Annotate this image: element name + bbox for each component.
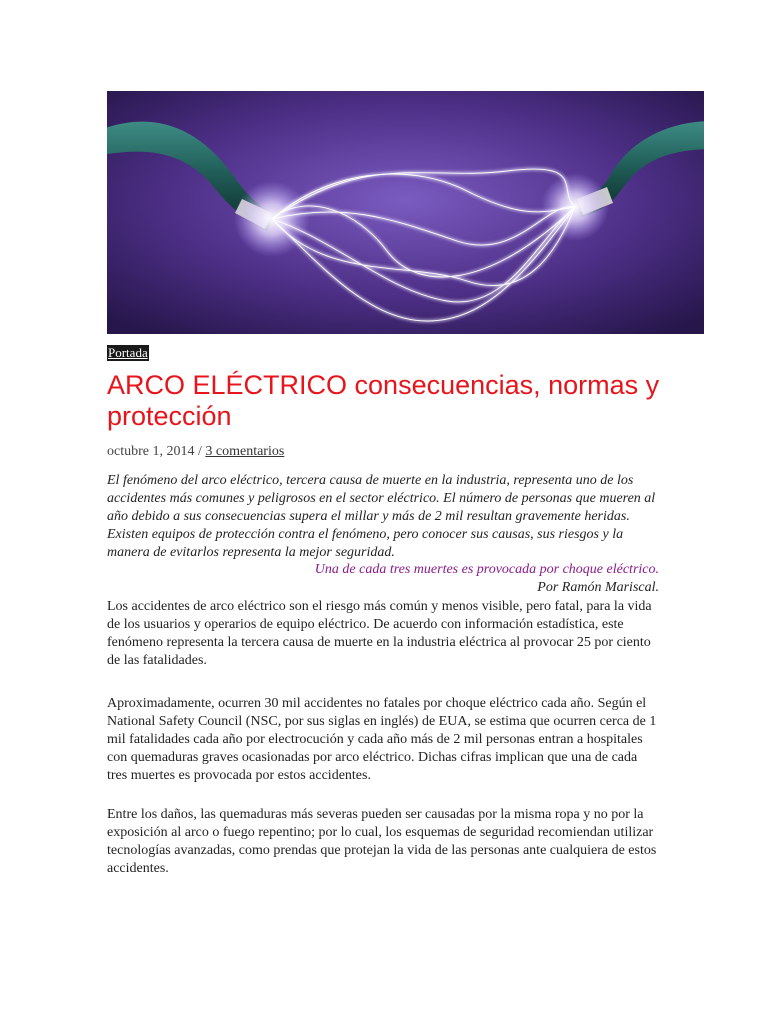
article-paragraph: Los accidentes de arco eléctrico son el riesgo más común y menos visible, pero fatal, para la vida de los usuarios y operarios de equipo eléctrico. De acuerdo con información estadística, este fenómeno representa la tercera causa de muerte en la industria eléctrica al provocar 25 por ciento de las fatalidades.: [107, 599, 652, 668]
comments-link[interactable]: 3 comentarios: [205, 444, 285, 459]
hero-image: [107, 91, 704, 334]
article-paragraph: Entre los daños, las quemaduras más severas pueden ser causadas por la misma ropa y no por la exposición al arco o fuego repentino; por lo cual, los esquemas de seguridad recomiendan utilizar tecnologías avanzadas, como prendas que protejan la vida de las personas ante cualquiera de estos accidentes.: [107, 807, 657, 876]
category-link[interactable]: Portada: [108, 345, 148, 360]
article-title: ARCO ELÉCTRICO consecuencias, normas y protección: [107, 370, 660, 431]
author-byline: Por Ramón Mariscal.: [537, 580, 659, 595]
post-date: octubre 1, 2014: [107, 444, 195, 459]
post-meta: [107, 443, 284, 461]
electric-arc-image: [107, 91, 704, 334]
article-intro: El fenómeno del arco eléctrico, tercera causa de muerte en la industria, representa uno de los accidentes más comunes y peligrosos en el sector eléctrico. El número de personas que mueren al año debido a sus consecuencias supera el millar y más de 2 mil resultan gravemente heridas. Existen equipos de protección contra el fenómeno, pero conocer sus causas, sus riesgos y la manera de evitarlos representa la mejor seguridad.: [107, 473, 656, 560]
highlight-quote: Una de cada tres muertes es provocada por choque eléctrico.: [314, 562, 659, 577]
article-paragraph: Aproximadamente, ocurren 30 mil accidentes no fatales por choque eléctrico cada año. Según el National Safety Council (NSC, por sus siglas en inglés) de EUA, se estima que ocurren cerca de 1 mil fatalidades cada año por electrocución y cada año más de 2 mil personas entran a hospitales con quemaduras graves ocasionadas por arco eléctrico. Dichas cifras implican que una de cada tres muertes es provocada por estos accidentes.: [107, 696, 657, 783]
meta-separator: /: [194, 444, 206, 459]
